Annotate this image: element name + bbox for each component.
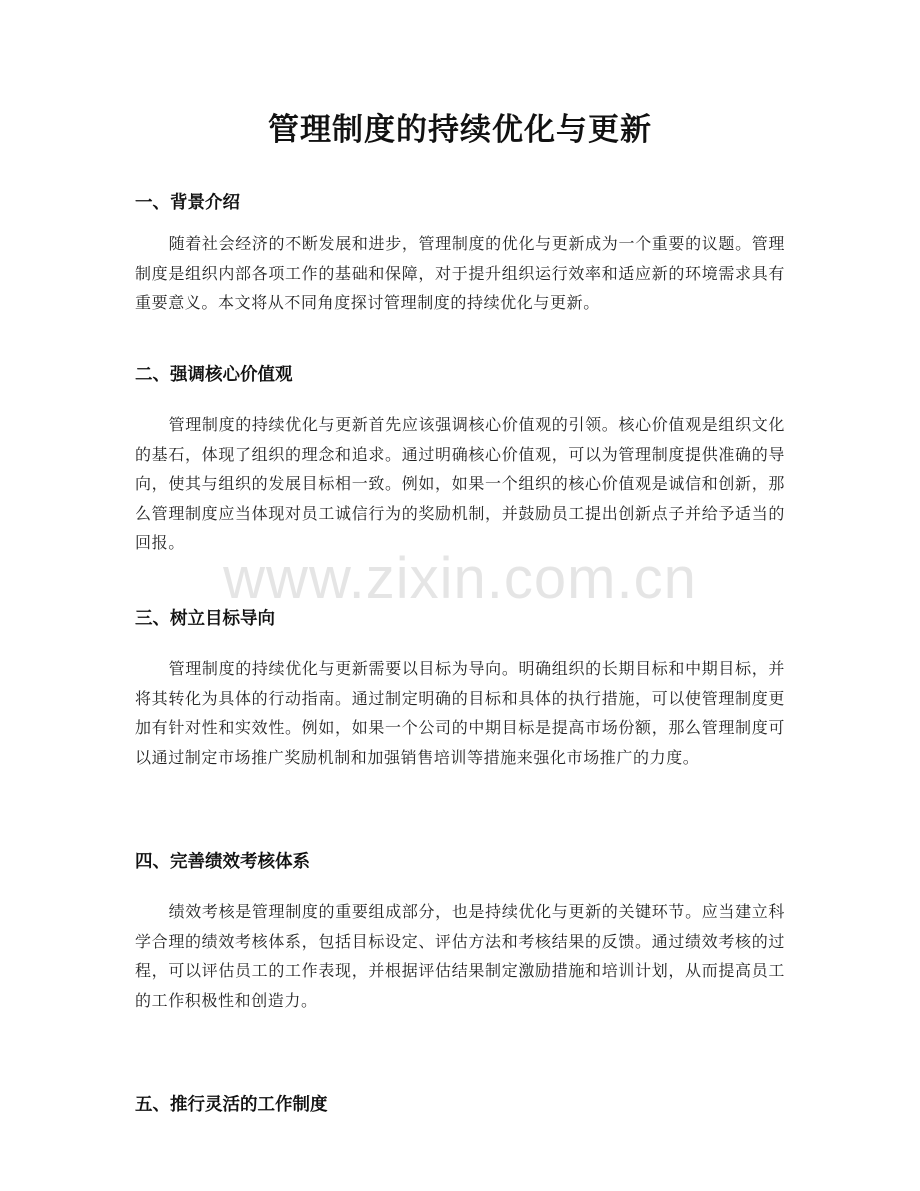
section-paragraph: 管理制度的持续优化与更新需要以目标为导向。明确组织的长期目标和中期目标，并将其转化为具体的行动指南。通过制定明确的目标和具体的执行措施，可以使管理制度更加有针对性和实效性。例如，如果一个公司的中期目标是提高市场份额，那么管理制度可以通过制定市场推广奖励机制和加强销售培训等措施来强化市场推广的力度。 bbox=[135, 659, 785, 767]
section-heading: 五、推行灵活的工作制度 bbox=[135, 1095, 328, 1115]
section-heading: 三、树立目标导向 bbox=[135, 609, 275, 629]
section-paragraph: 随着社会经济的不断发展和进步，管理制度的优化与更新成为一个重要的议题。管理制度是组织内部各项工作的基础和保障，对于提升组织运行效率和适应新的环境需求具有重要意义。本文将从不同角度探讨管理制度的持续优化与更新。 bbox=[135, 234, 785, 312]
section-heading: 一、背景介绍 bbox=[135, 193, 240, 213]
section-background bbox=[135, 190, 785, 318]
section-performance bbox=[135, 849, 785, 1015]
section-flexible-work bbox=[135, 1092, 785, 1118]
section-heading: 四、完善绩效考核体系 bbox=[135, 852, 310, 872]
section-goal-orientation bbox=[135, 606, 785, 772]
section-core-values bbox=[135, 362, 785, 558]
section-heading: 二、强调核心价值观 bbox=[135, 365, 293, 385]
watermark-text: www.zixin.com.cn bbox=[223, 546, 697, 611]
section-paragraph: 管理制度的持续优化与更新首先应该强调核心价值观的引领。核心价值观是组织文化的基石，体现了组织的理念和追求。通过明确核心价值观，可以为管理制度提供准确的导向，使其与组织的发展目标相一致。例如，如果一个组织的核心价值观是诚信和创新，那么管理制度应当体现对员工诚信行为的奖励机制，并鼓励员工提出创新点子并给予适当的回报。 bbox=[135, 415, 785, 552]
section-paragraph: 绩效考核是管理制度的重要组成部分，也是持续优化与更新的关键环节。应当建立科学合理的绩效考核体系，包括目标设定、评估方法和考核结果的反馈。通过绩效考核的过程，可以评估员工的工作表现，并根据评估结果制定激励措施和培训计划，从而提高员工的工作积极性和创造力。 bbox=[135, 902, 785, 1010]
document-title: 管理制度的持续优化与更新 bbox=[268, 112, 652, 148]
